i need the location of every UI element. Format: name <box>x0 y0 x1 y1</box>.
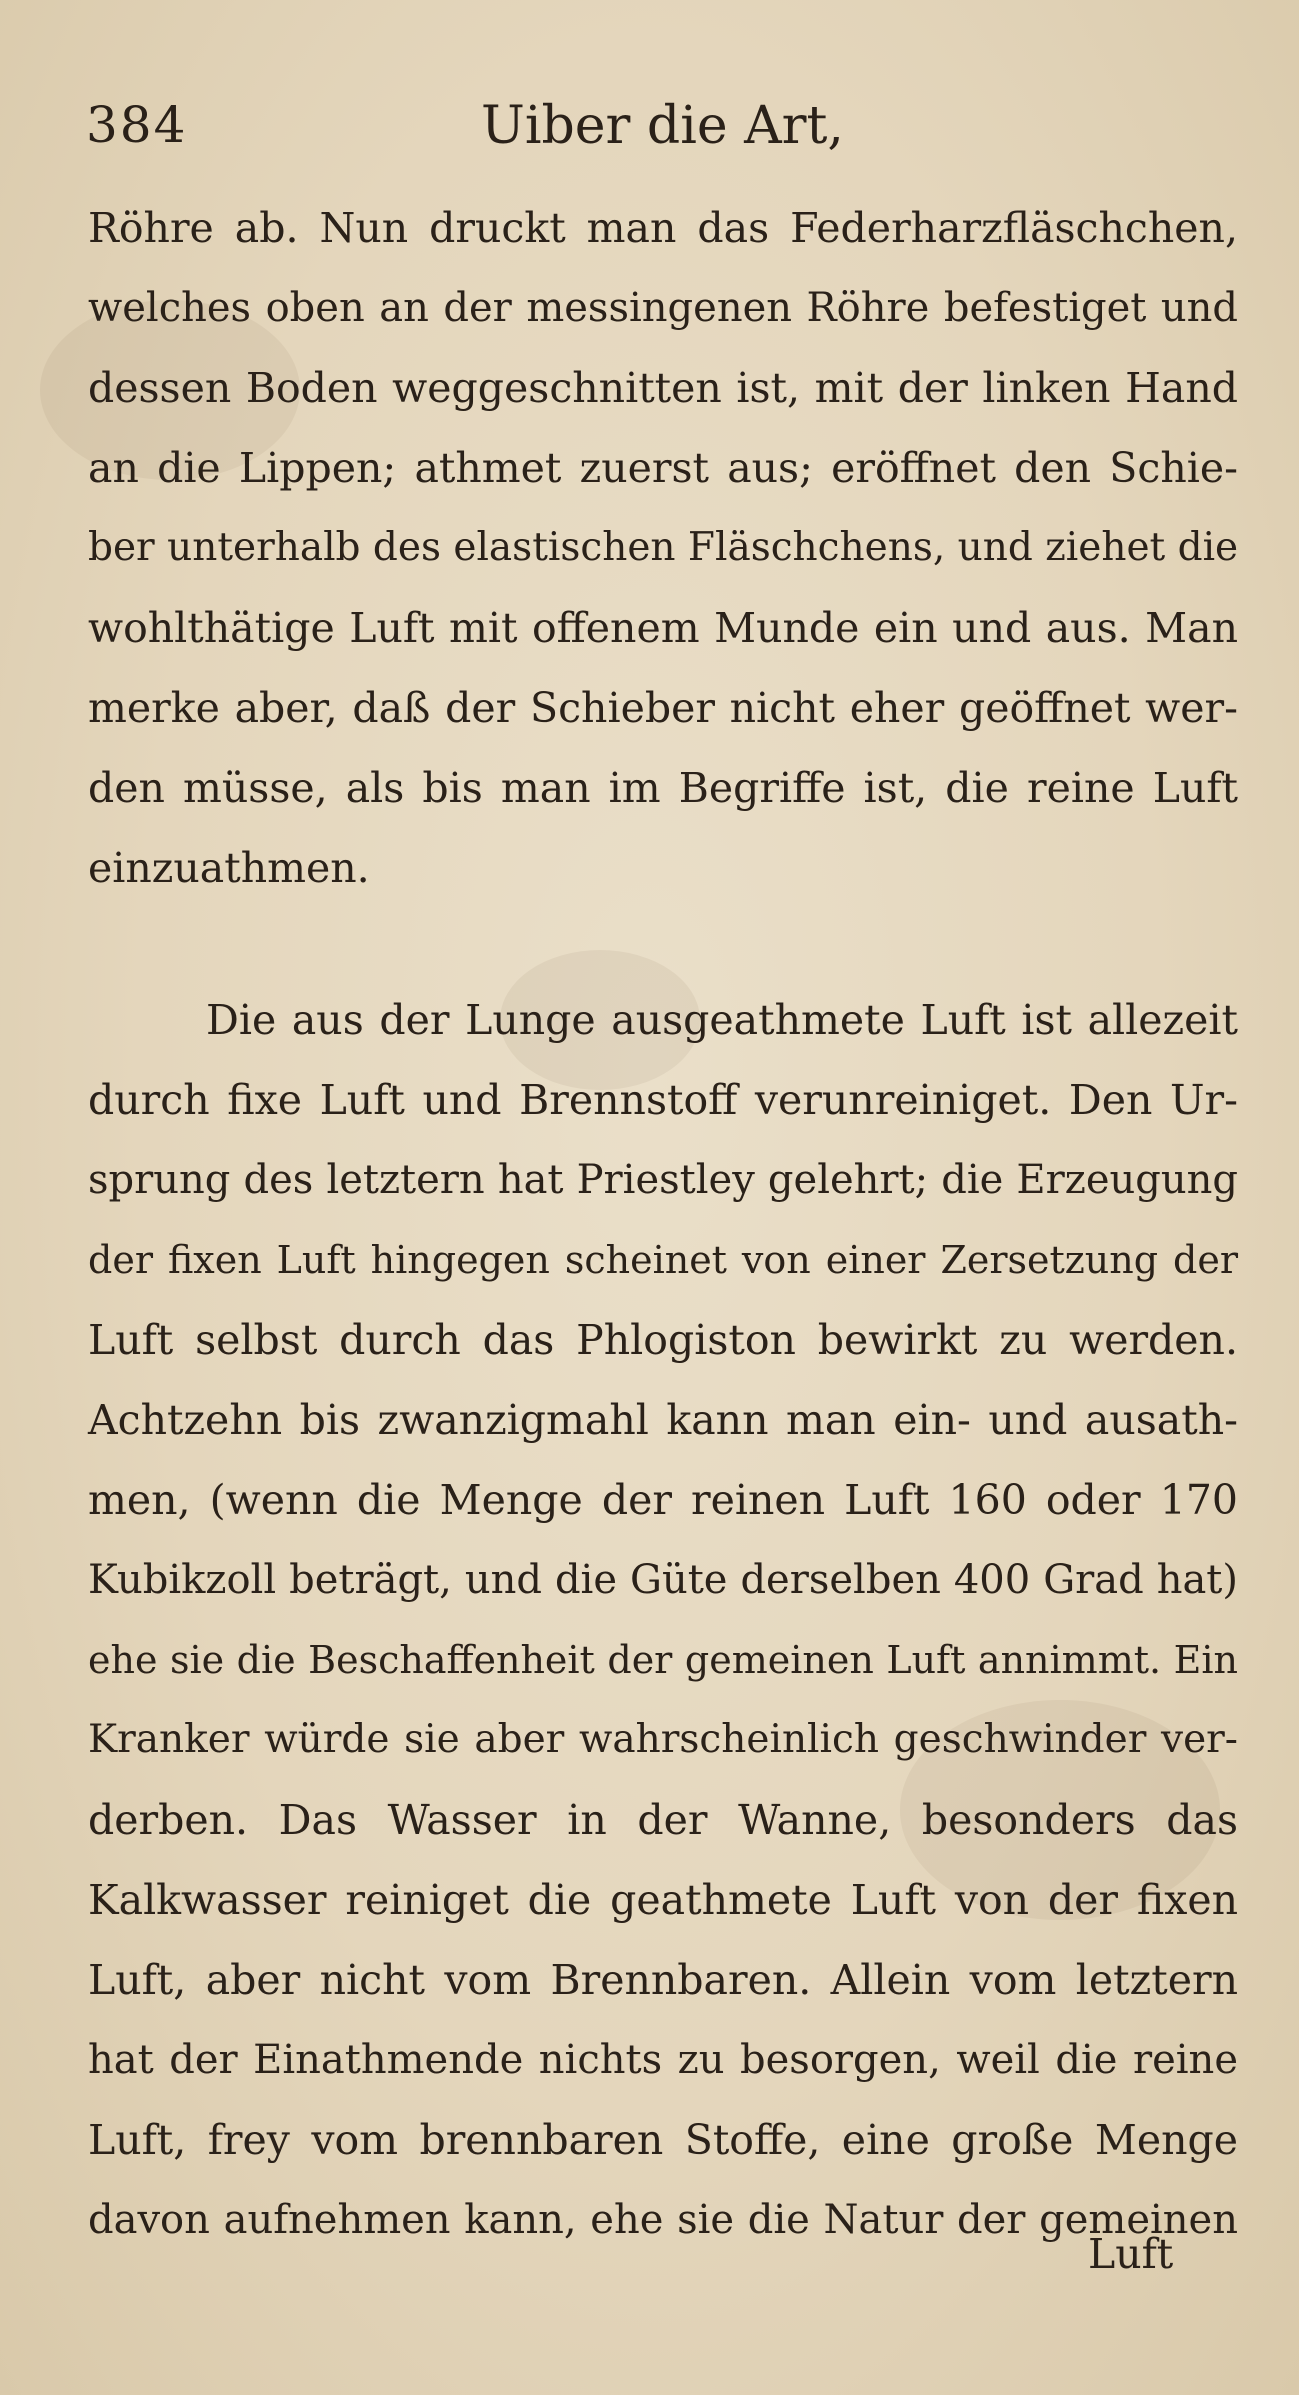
text-line: dessen Boden weggeschnitten ist, mit der linken Hand <box>88 364 1238 412</box>
page-number: 384 <box>86 96 188 154</box>
text-line: wohlthätige Luft mit offenem Munde ein und aus. Man <box>88 604 1238 652</box>
running-title: Uiber die Art, <box>481 96 844 156</box>
text-line: men, (wenn die Menge der reinen Luft 160 oder 170 <box>88 1476 1238 1524</box>
text-line: merke aber, daß der Schieber nicht eher geöffnet wer- <box>88 684 1238 732</box>
text-line: der fixen Luft hingegen scheinet von einer Zersetzung der <box>88 1238 1238 1282</box>
running-head <box>86 96 1213 166</box>
text-line: Röhre ab. Nun druckt man das Federharzfläschchen, <box>88 204 1238 252</box>
text-line: ber unterhalb des elastischen Fläschchens, und ziehet die <box>88 525 1239 570</box>
catchword: Luft <box>1088 2230 1174 2278</box>
text-line: durch fixe Luft und Brennstoff verunreiniget. Den Ur- <box>88 1076 1238 1124</box>
text-line: Kranker würde sie aber wahrscheinlich geschwinder ver- <box>88 1717 1238 1762</box>
text-line: Achtzehn bis zwanzigmahl kann man ein- und ausath- <box>88 1396 1238 1444</box>
text-line: einzuathmen. <box>88 844 370 892</box>
paragraph-2 <box>88 980 1238 2260</box>
text-line: den müsse, als bis man im Begriffe ist, die reine Luft <box>88 764 1238 812</box>
text-line: sprung des letztern hat Priestley gelehrt; die Erzeugung <box>88 1157 1238 1203</box>
text-line: welches oben an der messingenen Röhre befestiget und <box>88 285 1238 331</box>
text-line: ehe sie die Beschaffenheit der gemeinen Luft annimmt. Ein <box>88 1638 1238 1682</box>
text-line: davon aufnehmen kann, ehe sie die Natur der gemeinen <box>88 2197 1238 2243</box>
text-line: Kalkwasser reiniget die geathmete Luft von der fixen <box>88 1876 1238 1924</box>
paragraph-1 <box>88 188 1238 908</box>
text-line: Kubikzoll beträgt, und die Güte derselben 400 Grad hat) <box>88 1557 1238 1603</box>
text-line: Luft selbst durch das Phlogiston bewirkt zu werden. <box>88 1316 1238 1364</box>
text-line: hat der Einathmende nichts zu besorgen, weil die reine <box>88 2037 1238 2083</box>
text-line: Luft, frey vom brennbaren Stoffe, eine große Menge <box>88 2116 1238 2164</box>
text-line: Die aus der Lunge ausgeathmete Luft ist allezeit <box>206 996 1238 1044</box>
text-line: an die Lippen; athmet zuerst aus; eröffnet den Schie- <box>88 444 1238 492</box>
text-line: derben. Das Wasser in der Wanne, besonders das <box>88 1796 1238 1844</box>
text-line: Luft, aber nicht vom Brennbaren. Allein vom letztern <box>88 1956 1238 2004</box>
